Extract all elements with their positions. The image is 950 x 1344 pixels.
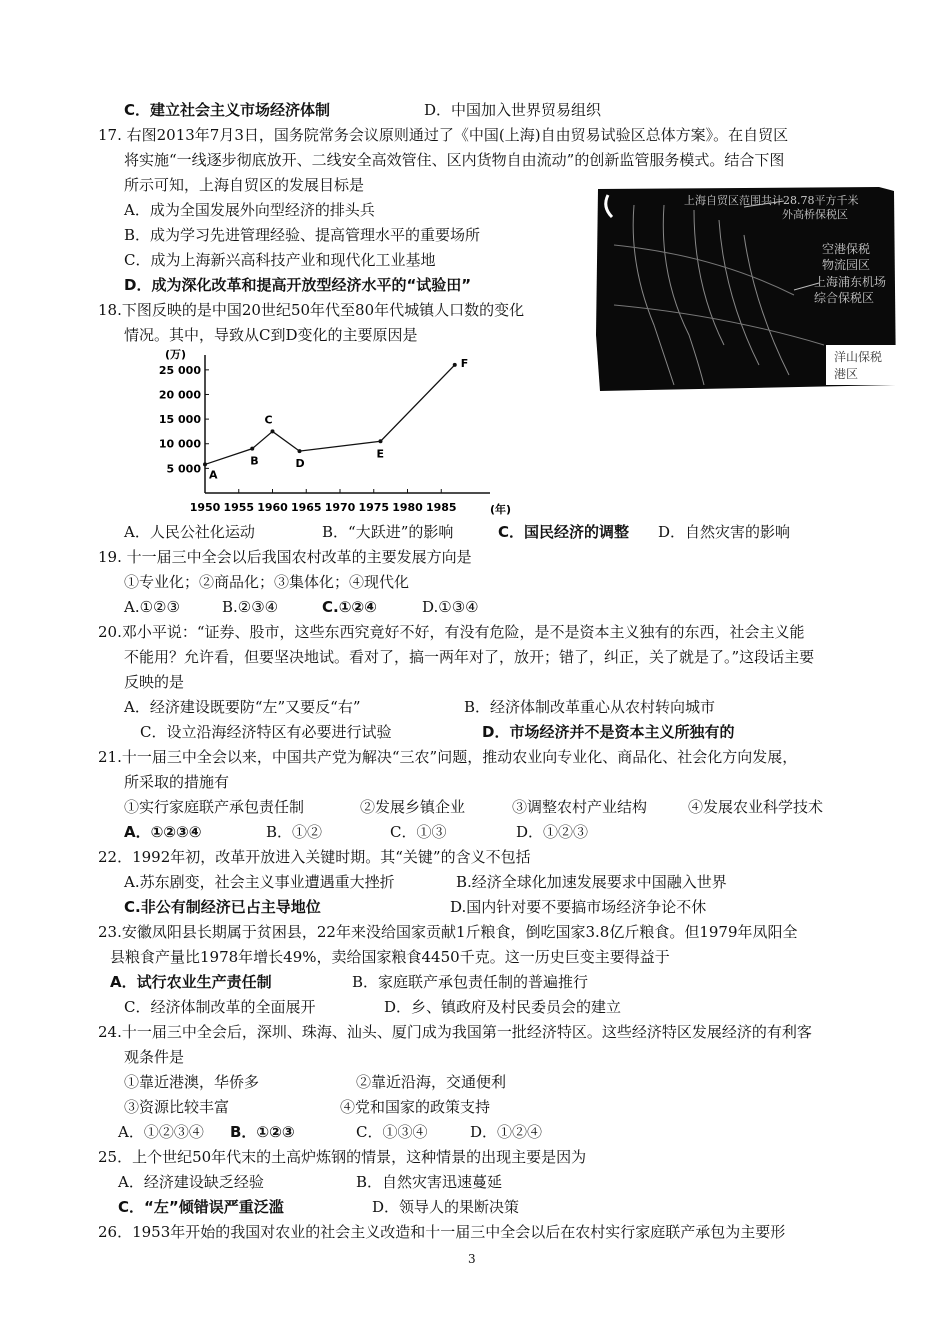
q19-option-a: A.①②③ — [124, 598, 180, 616]
q20-option-d: D．市场经济并不是资本主义所独有的 — [482, 723, 735, 741]
q17-stem-line2: 将实施“一线逐步彻底放开、二线安全高效管住、区内货物自由流动”的创新监管服务模式。结合下图 — [124, 151, 785, 169]
data-point — [453, 363, 457, 367]
q21-option-d: D．①②③ — [516, 823, 589, 841]
shanghai-ftz-map — [594, 185, 900, 395]
point-label: C — [264, 413, 273, 427]
data-point — [271, 429, 275, 433]
q22-stem: 22．1992年初，改革开放进入关键时期。其“关键”的含义不包括 — [98, 848, 531, 866]
q23-stem-line1: 23.安徽凤阳县长期属于贫困县，22年来没给国家贡献1斤粮食，倒吃国家3.8亿斤粮食。但1979年凤阳全 — [98, 923, 798, 941]
q25-option-c: C．“左”倾错误严重泛滥 — [118, 1198, 284, 1216]
q20-option-a: A．经济建设既要防“左”又要反“右” — [124, 698, 361, 716]
q20-stem-line3: 反映的是 — [124, 673, 185, 691]
q21-item-4: ④发展农业科学技术 — [688, 798, 824, 816]
q21-option-a: A．①②③④ — [124, 823, 202, 841]
urban-population-chart — [150, 345, 530, 515]
q21-item-3: ③调整农村产业结构 — [512, 798, 648, 816]
point-label: D — [295, 457, 305, 471]
x-tick-label: 1955 — [223, 501, 255, 514]
q24-stem-line1: 24.十一届三中全会后，深圳、珠海、汕头、厦门成为我国第一批经济特区。这些经济特区发展经济的有利客 — [98, 1023, 812, 1041]
map-label-pudong-airport-2: 综合保税区 — [814, 291, 875, 305]
q24-item-1: ①靠近港澳，华侨多 — [124, 1073, 260, 1091]
y-axis-unit: (万) — [165, 348, 187, 361]
q18-stem-line2: 情况。其中，导致从C到D变化的主要原因是 — [124, 326, 418, 344]
chart-point-labels — [209, 357, 468, 482]
map-label-pudong-airport-1: 上海浦东机场 — [814, 275, 887, 289]
q17-option-c: C．成为上海新兴高科技产业和现代化工业基地 — [124, 251, 436, 269]
q18-option-d: D．自然灾害的影响 — [658, 523, 791, 541]
data-point — [298, 449, 302, 453]
q17-option-a: A．成为全国发展外向型经济的排头兵 — [124, 201, 375, 219]
q20-option-b: B．经济体制改革重心从农村转向城市 — [464, 698, 716, 716]
map-label-waigaoqiao: 外高桥保税区 — [782, 208, 848, 221]
q20-stem-line1: 20.邓小平说：“证券、股市，这些东西究竟好不好，有没有危险，是不是资本主义独有的东西，社会主义能 — [98, 623, 805, 641]
q19-items: ①专业化；②商品化；③集体化；④现代化 — [124, 573, 410, 591]
q16-option-d: D．中国加入世界贸易组织 — [424, 101, 602, 119]
map-label-yangshan-1: 洋山保税 — [834, 350, 883, 364]
y-tick-label: 25 000 — [158, 363, 201, 377]
q24-item-2: ②靠近沿海，交通便利 — [356, 1073, 507, 1091]
x-tick-label: 1965 — [290, 501, 322, 514]
q21-option-c: C．①③ — [390, 823, 447, 841]
y-tick-label: 15 000 — [158, 413, 201, 427]
q23-option-a: A．试行农业生产责任制 — [110, 973, 272, 991]
q20-option-c: C．设立沿海经济特区有必要进行试验 — [140, 723, 392, 741]
data-point — [203, 462, 207, 466]
q24-option-a: A．①②③④ — [118, 1123, 204, 1141]
q18-option-a: A．人民公社化运动 — [124, 523, 255, 541]
q19-option-b: B.②③④ — [222, 598, 279, 616]
map-label-airport-logistics-2: 物流园区 — [822, 258, 871, 272]
page-number: 3 — [468, 1252, 476, 1266]
q25-option-b: B．自然灾害迅速蔓延 — [356, 1173, 503, 1191]
q25-stem: 25．上个世纪50年代末的土高炉炼钢的情景，这种情景的出现主要是因为 — [98, 1148, 587, 1166]
q17-stem-line1: 17. 右图2013年7月3日，国务院常务会议原则通过了《中国(上海)自由贸易试验区总体方案》。在自贸区 — [98, 126, 789, 144]
y-tick-label: 20 000 — [158, 388, 201, 402]
q17-option-b: B．成为学习先进管理经验、提高管理水平的重要场所 — [124, 226, 481, 244]
chart-series — [203, 363, 457, 467]
q24-stem-line2: 观条件是 — [124, 1048, 185, 1066]
point-label: B — [250, 454, 259, 468]
q24-item-3: ③资源比较丰富 — [124, 1098, 230, 1116]
population-line — [205, 365, 455, 465]
q18-stem-line1: 18.下图反映的是中国20世纪50年代至80年代城镇人口数的变化 — [98, 301, 525, 319]
q23-option-c: C．经济体制改革的全面展开 — [124, 998, 316, 1016]
q18-option-b: B．“大跃进”的影响 — [322, 523, 454, 541]
q22-option-b: B.经济全球化加速发展要求中国融入世界 — [456, 873, 727, 891]
q24-option-c: C．①③④ — [356, 1123, 428, 1141]
map-label-airport-logistics-1: 空港保税 — [822, 242, 871, 256]
q17-option-d: D．成为深化改革和提高开放型经济水平的“试验田” — [124, 276, 472, 294]
y-tick-label: 10 000 — [158, 437, 201, 451]
y-tick-label: 5 000 — [166, 462, 201, 476]
q21-stem-line2: 所采取的措施有 — [124, 773, 230, 791]
q24-option-d: D．①②④ — [470, 1123, 543, 1141]
q19-stem: 19. 十一届三中全会以后我国农村改革的主要发展方向是 — [98, 548, 472, 566]
q23-option-d: D．乡、镇政府及村民委员会的建立 — [384, 998, 622, 1016]
q25-option-d: D．领导人的果断决策 — [372, 1198, 520, 1216]
q25-option-a: A．经济建设缺乏经验 — [118, 1173, 264, 1191]
q19-option-c: C.①②④ — [322, 598, 377, 616]
q22-option-d: D.国内针对要不要搞市场经济争论不休 — [450, 898, 707, 916]
q24-option-b: B．①②③ — [230, 1123, 295, 1141]
q26-stem-line1: 26．1953年开始的我国对农业的社会主义改造和十一届三中全会以后在农村实行家庭联产承包为主要形 — [98, 1223, 786, 1241]
x-tick-label: 1985 — [425, 501, 457, 514]
chart-axes — [165, 348, 511, 515]
x-tick-label: 1980 — [392, 501, 423, 514]
q22-option-a: A.苏东剧变，社会主义事业遭遇重大挫折 — [124, 873, 395, 891]
q21-stem-line1: 21.十一届三中全会以来，中国共产党为解决“三农”问题，推动农业向专业化、商品化、社会化方向发展， — [98, 748, 798, 766]
data-point — [379, 439, 383, 443]
q23-stem-line2: 县粮食产量比1978年增长49%，卖给国家粮食4450千克。这一历史巨变主要得益于 — [110, 948, 670, 966]
point-label: E — [376, 447, 385, 461]
q20-stem-line2: 不能用？允许看，但要坚决地试。看对了，搞一两年对了，放开；错了，纠正，关了就是了。”这段话主要 — [124, 648, 815, 666]
point-label: A — [209, 468, 218, 482]
x-tick-label: 1950 — [189, 501, 221, 514]
q22-option-c: C.非公有制经济已占主导地位 — [124, 898, 321, 916]
data-point — [250, 447, 254, 451]
q16-option-c: C．建立社会主义市场经济体制 — [124, 101, 331, 119]
x-axis-unit: (年) — [490, 503, 512, 515]
x-tick-label: 1970 — [324, 501, 356, 514]
map-label-yangshan-2: 港区 — [834, 367, 859, 381]
map-label-area: 上海自贸区范围共计28.78平方千米 — [684, 194, 859, 207]
chart-ticks — [159, 364, 457, 514]
x-tick-label: 1960 — [257, 501, 288, 514]
q21-option-b: B．①② — [266, 823, 323, 841]
q21-item-1: ①实行家庭联产承包责任制 — [124, 798, 305, 816]
x-tick-label: 1975 — [358, 501, 390, 514]
q19-option-d: D.①③④ — [422, 598, 479, 616]
q18-option-c: C．国民经济的调整 — [498, 523, 630, 541]
q24-item-4: ④党和国家的政策支持 — [340, 1098, 491, 1116]
q21-item-2: ②发展乡镇企业 — [360, 798, 466, 816]
q17-stem-line3: 所示可知，上海自贸区的发展目标是 — [124, 176, 365, 194]
q23-option-b: B．家庭联产承包责任制的普遍推行 — [352, 973, 589, 991]
point-label: F — [460, 356, 469, 370]
